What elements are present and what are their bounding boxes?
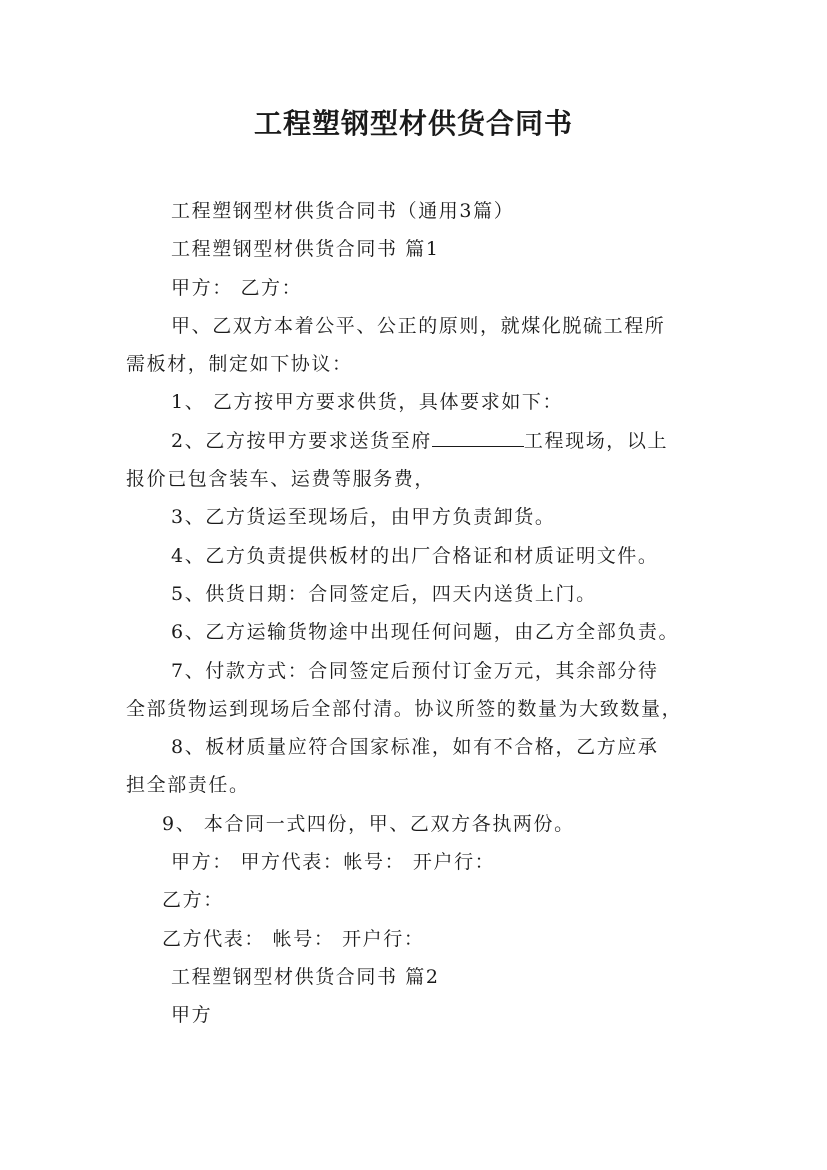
- signature-party-b-details: 乙方代表： 帐号： 开户行：: [162, 927, 425, 950]
- document-body: [126, 192, 706, 1035]
- part2-heading: 工程塑钢型材供货合同书 篇2: [171, 965, 440, 988]
- clause-2-line-1: [126, 422, 706, 460]
- clause-3: 3、乙方货运至现场后，由甲方负责卸货。: [171, 506, 556, 529]
- clause-2-line-2: 报价已包含装车、运费等服务费，: [126, 468, 436, 491]
- clause-7-line-1: 7、付款方式：合同签定后预付订金万元，其余部分待: [171, 659, 659, 682]
- clause-5: 5、供货日期：合同签定后，四天内送货上门。: [171, 582, 597, 605]
- intro-line-2: 需板材，制定如下协议：: [126, 353, 353, 376]
- fill-in-blank: [432, 428, 524, 447]
- part1-heading: 工程塑钢型材供货合同书 篇1: [171, 238, 440, 261]
- subtitle: 工程塑钢型材供货合同书（通用3篇）: [171, 200, 515, 222]
- clause-1: 1、 乙方按甲方要求供货，具体要求如下：: [171, 391, 564, 414]
- part2-party-a: 甲方: [171, 1004, 213, 1027]
- clause-2-text-a: 2、乙方按甲方要求送货至府: [171, 429, 432, 452]
- signature-party-b: 乙方：: [162, 889, 224, 912]
- clause-2-text-b: 工程现场，以上: [523, 429, 669, 452]
- clause-7-line-2: 全部货物运到现场后全部付清。协议所签的数量为大致数量，: [126, 697, 683, 720]
- clause-9: 9、 本合同一式四份，甲、乙双方各执两份。: [162, 812, 575, 835]
- clause-4: 4、乙方负责提供板材的出厂合格证和材质证明文件。: [171, 544, 659, 567]
- clause-8-line-2: 担全部责任。: [126, 774, 250, 797]
- document-title: 工程塑钢型材供货合同书: [253, 107, 573, 140]
- intro-line-1: 甲、乙双方本着公平、公正的原则，就煤化脱硫工程所: [171, 314, 666, 337]
- signature-party-a: 甲方： 甲方代表：帐号： 开户行：: [171, 851, 496, 874]
- clause-8-line-1: 8、板材质量应符合国家标准，如有不合格，乙方应承: [171, 736, 659, 759]
- parties-line: 甲方： 乙方：: [171, 276, 303, 299]
- clause-6: 6、乙方运输货物途中出现任何问题，由乙方全部负责。: [171, 621, 680, 644]
